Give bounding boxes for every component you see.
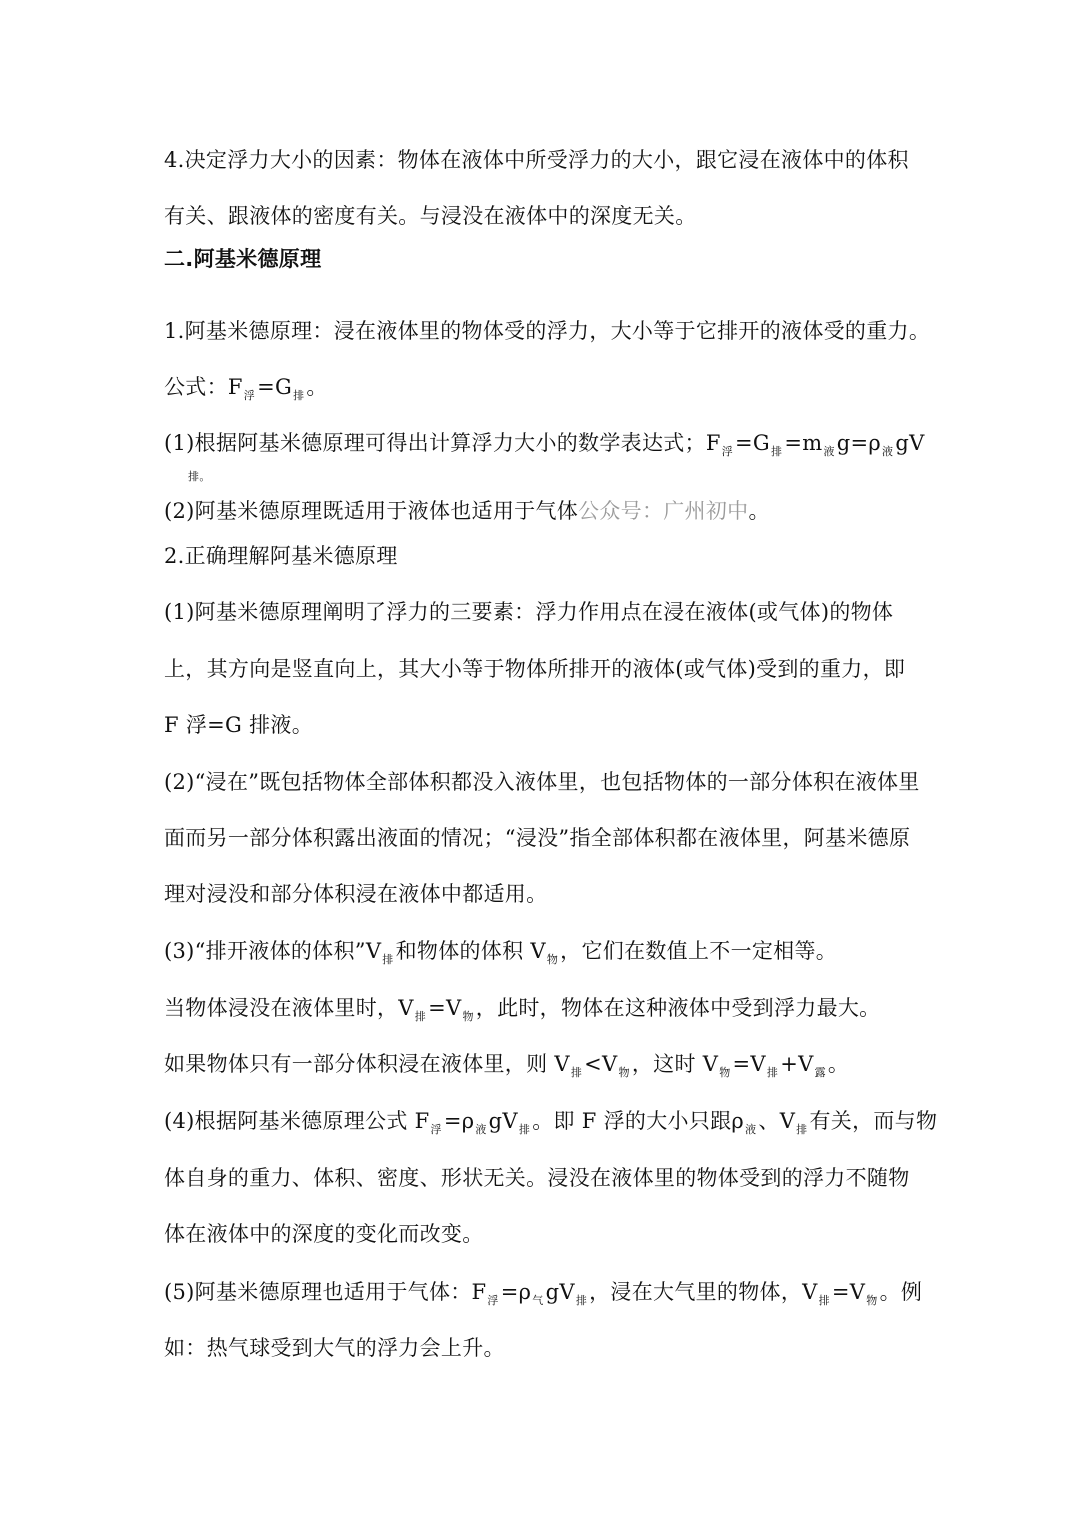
formula-text: 。 [306, 375, 328, 399]
subsection-heading: 2.正确理解阿基米德原理 [164, 544, 398, 568]
text-run: 当物体浸没在液体里时，V [164, 996, 414, 1020]
understanding-4-line-3: 体在液体中的深度的变化而改变。 [164, 1222, 484, 1246]
subscript: 排 [766, 1066, 779, 1079]
subscript: 浮 [487, 1294, 499, 1307]
text-run: g=ρ [836, 431, 882, 455]
text-run: =V [428, 996, 462, 1020]
subscript: 浮 [430, 1123, 442, 1136]
subscript: 液 [475, 1123, 487, 1136]
text-run: =ρ [500, 1280, 532, 1304]
item-2-line [164, 496, 924, 526]
understanding-3-line-2 [164, 993, 924, 1032]
subscript: 排 [518, 1123, 531, 1136]
subscript: 物 [462, 1010, 474, 1023]
watermark-text: 公众号：广州初中 [578, 499, 749, 523]
subscript: 液 [745, 1123, 757, 1136]
text-run: 。即 F 浮的大小只跟ρ [532, 1109, 745, 1133]
text-run: gV [895, 431, 925, 455]
understanding-1-line-3: F 浮=G 排液。 [164, 713, 313, 737]
text-run: 。 [827, 1052, 850, 1076]
text-run: 。 [748, 499, 770, 523]
subscript: 排 [414, 1010, 427, 1023]
subscript: 排 [796, 1123, 808, 1136]
text-run: ，它们在数值上不一定相等。 [560, 939, 838, 963]
text-run: =ρ [443, 1109, 475, 1133]
text-run: (2)阿基米德原理既适用于液体也适用于气体 [164, 499, 579, 523]
text-run: ，这时 V [631, 1052, 719, 1076]
text-run: gV [545, 1280, 575, 1304]
subscript: 物 [719, 1066, 731, 1079]
understanding-3-line-3 [164, 1049, 924, 1088]
text-run: <V [584, 1052, 618, 1076]
subscript: 浮 [721, 445, 734, 458]
text-run: 。 [199, 470, 211, 483]
text-run: ，浸在大气里的物体，V [589, 1280, 818, 1304]
formula-label: 公式：F [164, 375, 243, 399]
understanding-5-line-2: 如：热气球受到大气的浮力会上升。 [164, 1336, 505, 1360]
understanding-2-line-3: 理对浸没和部分体积浸在液体中都适用。 [164, 882, 548, 906]
text-run: ，此时，物体在这种液体中受到浮力最大。 [475, 996, 881, 1020]
formula-text: =G [257, 375, 293, 399]
factor-paragraph-line-1: 4.决定浮力大小的因素：物体在液体中所受浮力的大小，跟它浸在液体中的体积 [164, 148, 909, 172]
section-heading-archimedes: 二.阿基米德原理 [164, 247, 322, 271]
understanding-3-line-1 [164, 936, 924, 975]
subscript: 浮 [243, 389, 256, 402]
understanding-1-line-1: (1)阿基米德原理阐明了浮力的三要素：浮力作用点在浸在液体(或气体)的物体 [164, 600, 894, 624]
understanding-2-line-2: 面而另一部分体积露出液面的情况；“浸没”指全部体积都在液体里，阿基米德原 [164, 826, 911, 850]
text-run: (4)根据阿基米德原理公式 F [164, 1109, 430, 1133]
factor-paragraph-line-2: 有关、跟液体的密度有关。与浸没在液体中的深度无关。 [164, 204, 697, 228]
subscript: 液 [823, 445, 835, 458]
text-run: 如果物体只有一部分体积浸在液体里，则 V [164, 1052, 570, 1076]
subscript: 排 [293, 389, 305, 402]
understanding-1-line-2: 上，其方向是竖直向上，其大小等于物体所排开的液体(或气体)受到的重力，即 [164, 657, 906, 681]
subscript: 液 [882, 445, 894, 458]
text-run: gV [488, 1109, 518, 1133]
subscript: 物 [546, 953, 559, 966]
text-run: 和物体的体积 V [395, 939, 546, 963]
understanding-5-line-1 [164, 1277, 924, 1316]
subscript: 物 [866, 1294, 878, 1307]
text-run: (1)根据阿基米德原理可得出计算浮力大小的数学表达式；F [164, 431, 721, 455]
subscript: 排 [575, 1294, 588, 1307]
text-run: =V [831, 1280, 866, 1304]
subscript: 排 [771, 445, 783, 458]
subscript: 物 [618, 1066, 630, 1079]
text-run: 、V [758, 1109, 796, 1133]
text-run: 有关，而与物 [809, 1109, 938, 1133]
subscript: 气 [532, 1294, 544, 1307]
text-run: 。例 [879, 1280, 923, 1304]
text-run: (3)“排开液体的体积”V [164, 939, 382, 963]
understanding-4-line-1 [164, 1106, 938, 1145]
archimedes-definition: 1.阿基米德原理：浸在液体里的物体受的浮力，大小等于它排开的液体受的重力。 [164, 319, 931, 343]
subscript: 露 [814, 1066, 826, 1079]
text-run: +V [780, 1052, 814, 1076]
text-run: (5)阿基米德原理也适用于气体：F [164, 1280, 487, 1304]
subscript: 排 [188, 470, 200, 483]
text-run: =G [735, 431, 771, 455]
text-run: =m [784, 431, 823, 455]
item-1-line-2 [188, 458, 948, 492]
formula-line [164, 372, 924, 411]
subscript: 排 [382, 953, 394, 966]
subscript: 排 [570, 1066, 583, 1079]
text-run: =V [732, 1052, 766, 1076]
subscript: 排 [818, 1294, 830, 1307]
understanding-2-line-1: (2)“浸在”既包括物体全部体积都没入液体里，也包括物体的一部分体积在液体里 [164, 770, 920, 794]
understanding-4-line-2: 体自身的重力、体积、密度、形状无关。浸没在液体里的物体受到的浮力不随物 [164, 1166, 910, 1190]
